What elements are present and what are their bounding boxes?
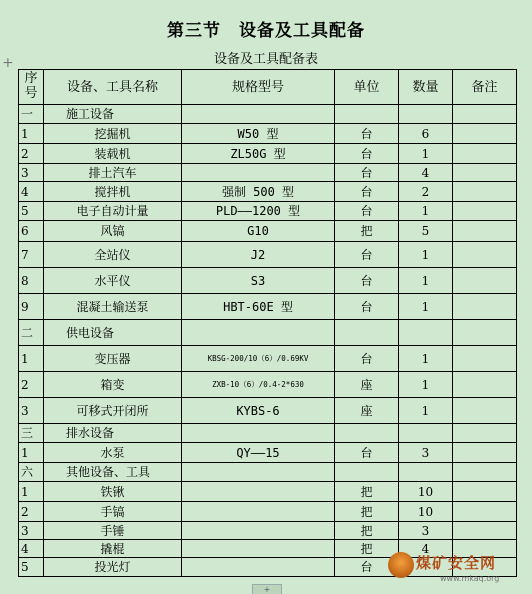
header-qty: 数量 bbox=[399, 70, 453, 105]
row-note bbox=[453, 268, 517, 294]
row-model: KYBS-6 bbox=[182, 398, 335, 424]
row-note bbox=[453, 182, 517, 202]
row-note bbox=[453, 522, 517, 540]
row-model bbox=[182, 558, 335, 577]
row-number: 2 bbox=[19, 502, 44, 522]
row-model: J2 bbox=[182, 242, 335, 268]
table-row bbox=[19, 482, 517, 502]
row-unit bbox=[335, 424, 399, 443]
table-row bbox=[19, 124, 517, 144]
row-model: PLD——1200 型 bbox=[182, 202, 335, 221]
row-unit: 把 bbox=[335, 540, 399, 558]
row-number: 2 bbox=[19, 372, 44, 398]
table-header-row bbox=[19, 70, 517, 105]
header-model: 规格型号 bbox=[182, 70, 335, 105]
row-note bbox=[453, 398, 517, 424]
row-note bbox=[453, 424, 517, 443]
row-number: 7 bbox=[19, 242, 44, 268]
watermark bbox=[388, 548, 528, 588]
row-qty: 1 bbox=[399, 268, 453, 294]
row-name: 水平仪 bbox=[44, 268, 182, 294]
row-qty: 1 bbox=[399, 346, 453, 372]
table-row bbox=[19, 268, 517, 294]
table-row bbox=[19, 294, 517, 320]
row-qty: 1 bbox=[399, 202, 453, 221]
row-unit: 台 bbox=[335, 268, 399, 294]
row-note bbox=[453, 502, 517, 522]
header-no: 序号 bbox=[19, 70, 44, 105]
row-name: 水泵 bbox=[44, 443, 182, 463]
row-name: 手锤 bbox=[44, 522, 182, 540]
row-qty: 10 bbox=[399, 482, 453, 502]
table-section-row bbox=[19, 105, 517, 124]
row-qty bbox=[399, 424, 453, 443]
row-name: 变压器 bbox=[44, 346, 182, 372]
table-row bbox=[19, 242, 517, 268]
row-model bbox=[182, 105, 335, 124]
row-model bbox=[182, 502, 335, 522]
row-name: 撬棍 bbox=[44, 540, 182, 558]
row-name: 可移式开闭所 bbox=[44, 398, 182, 424]
row-name: 手镐 bbox=[44, 502, 182, 522]
row-model: G10 bbox=[182, 221, 335, 242]
watermark-url: www.mkaq.org bbox=[440, 574, 500, 583]
row-model: ZL50G 型 bbox=[182, 144, 335, 164]
table-section-row bbox=[19, 463, 517, 482]
row-model: ZXB-10（6）/0.4-2*630 bbox=[182, 372, 335, 398]
row-number: 4 bbox=[19, 540, 44, 558]
row-unit: 台 bbox=[335, 182, 399, 202]
header-unit: 单位 bbox=[335, 70, 399, 105]
row-unit: 台 bbox=[335, 558, 399, 577]
row-qty bbox=[399, 463, 453, 482]
row-unit bbox=[335, 320, 399, 346]
row-name: 电子自动计量 bbox=[44, 202, 182, 221]
row-unit bbox=[335, 463, 399, 482]
row-name: 混凝土输送泵 bbox=[44, 294, 182, 320]
row-number: 5 bbox=[19, 558, 44, 577]
row-number: 三 bbox=[19, 424, 44, 443]
table-caption: 设备及工具配备表 bbox=[213, 52, 318, 67]
table-section-row bbox=[19, 424, 517, 443]
row-qty: 4 bbox=[399, 164, 453, 182]
table-row bbox=[19, 522, 517, 540]
table-body bbox=[19, 105, 517, 577]
table-row bbox=[19, 221, 517, 242]
row-number: 5 bbox=[19, 202, 44, 221]
row-name: 排水设备 bbox=[44, 424, 182, 443]
row-qty bbox=[399, 105, 453, 124]
row-note bbox=[453, 320, 517, 346]
row-name: 其他设备、工具 bbox=[44, 463, 182, 482]
row-qty: 1 bbox=[399, 398, 453, 424]
page-title: 第三节 设备及工具配备 bbox=[167, 21, 365, 41]
row-name: 箱变 bbox=[44, 372, 182, 398]
row-note bbox=[453, 144, 517, 164]
row-model bbox=[182, 424, 335, 443]
table-row bbox=[19, 502, 517, 522]
row-model bbox=[182, 320, 335, 346]
row-number: 1 bbox=[19, 124, 44, 144]
table-row bbox=[19, 346, 517, 372]
table-row bbox=[19, 372, 517, 398]
row-model: QY——15 bbox=[182, 443, 335, 463]
row-unit: 座 bbox=[335, 372, 399, 398]
row-model: KBSG-200/10（6）/0.69KV bbox=[182, 346, 335, 372]
row-number: 六 bbox=[19, 463, 44, 482]
row-unit: 台 bbox=[335, 346, 399, 372]
row-number: 9 bbox=[19, 294, 44, 320]
table-row bbox=[19, 182, 517, 202]
row-qty bbox=[399, 320, 453, 346]
row-qty: 3 bbox=[399, 443, 453, 463]
row-number: 8 bbox=[19, 268, 44, 294]
row-unit: 台 bbox=[335, 443, 399, 463]
row-unit: 台 bbox=[335, 144, 399, 164]
row-name: 搅拌机 bbox=[44, 182, 182, 202]
row-model bbox=[182, 463, 335, 482]
row-name: 投光灯 bbox=[44, 558, 182, 577]
row-model: W50 型 bbox=[182, 124, 335, 144]
row-qty: 4 bbox=[399, 540, 453, 558]
row-number: 3 bbox=[19, 522, 44, 540]
row-model: S3 bbox=[182, 268, 335, 294]
row-number: 3 bbox=[19, 398, 44, 424]
equipment-table bbox=[18, 69, 517, 577]
row-unit: 台 bbox=[335, 124, 399, 144]
table-row bbox=[19, 443, 517, 463]
row-number: 6 bbox=[19, 221, 44, 242]
table-row bbox=[19, 144, 517, 164]
row-note bbox=[453, 164, 517, 182]
table-row bbox=[19, 202, 517, 221]
row-model bbox=[182, 540, 335, 558]
row-name: 铁锹 bbox=[44, 482, 182, 502]
table-section-row bbox=[19, 320, 517, 346]
row-note bbox=[453, 202, 517, 221]
row-note bbox=[453, 124, 517, 144]
row-note bbox=[453, 242, 517, 268]
row-unit: 把 bbox=[335, 482, 399, 502]
row-unit: 座 bbox=[335, 398, 399, 424]
row-qty: 3 bbox=[399, 522, 453, 540]
row-qty: 1 bbox=[399, 242, 453, 268]
mine-safety-logo-icon bbox=[388, 552, 414, 578]
row-number: 4 bbox=[19, 182, 44, 202]
table-row bbox=[19, 164, 517, 182]
row-qty: 1 bbox=[399, 294, 453, 320]
row-number: 1 bbox=[19, 443, 44, 463]
row-model bbox=[182, 522, 335, 540]
page-move-handle[interactable]: + bbox=[252, 584, 282, 594]
row-name: 挖掘机 bbox=[44, 124, 182, 144]
row-number: 1 bbox=[19, 346, 44, 372]
row-unit: 把 bbox=[335, 221, 399, 242]
row-model bbox=[182, 164, 335, 182]
row-note bbox=[453, 346, 517, 372]
row-unit: 把 bbox=[335, 522, 399, 540]
row-note bbox=[453, 463, 517, 482]
row-note bbox=[453, 294, 517, 320]
table-row bbox=[19, 398, 517, 424]
row-qty: 6 bbox=[399, 124, 453, 144]
header-name: 设备、工具名称 bbox=[44, 70, 182, 105]
row-qty: 5 bbox=[399, 221, 453, 242]
row-note bbox=[453, 482, 517, 502]
row-qty: 10 bbox=[399, 502, 453, 522]
row-number: 1 bbox=[19, 482, 44, 502]
watermark-text: 煤矿安全网 bbox=[416, 554, 497, 572]
row-model: HBT-60E 型 bbox=[182, 294, 335, 320]
row-qty: 2 bbox=[399, 182, 453, 202]
row-number: 2 bbox=[19, 144, 44, 164]
row-unit: 把 bbox=[335, 502, 399, 522]
row-note bbox=[453, 372, 517, 398]
row-number: 二 bbox=[19, 320, 44, 346]
row-note bbox=[453, 105, 517, 124]
header-note: 备注 bbox=[453, 70, 517, 105]
table-move-handle-icon[interactable]: + bbox=[2, 55, 14, 71]
row-qty: 1 bbox=[399, 144, 453, 164]
row-name: 供电设备 bbox=[44, 320, 182, 346]
row-unit: 台 bbox=[335, 202, 399, 221]
row-model bbox=[182, 482, 335, 502]
row-name: 全站仪 bbox=[44, 242, 182, 268]
row-name: 装载机 bbox=[44, 144, 182, 164]
row-name: 排土汽车 bbox=[44, 164, 182, 182]
row-note bbox=[453, 443, 517, 463]
row-unit bbox=[335, 105, 399, 124]
row-qty: 1 bbox=[399, 372, 453, 398]
row-name: 风镐 bbox=[44, 221, 182, 242]
row-model: 强制 500 型 bbox=[182, 182, 335, 202]
row-number: 一 bbox=[19, 105, 44, 124]
row-unit: 台 bbox=[335, 294, 399, 320]
row-number: 3 bbox=[19, 164, 44, 182]
row-unit: 台 bbox=[335, 242, 399, 268]
row-unit: 台 bbox=[335, 164, 399, 182]
row-note bbox=[453, 221, 517, 242]
row-name: 施工设备 bbox=[44, 105, 182, 124]
